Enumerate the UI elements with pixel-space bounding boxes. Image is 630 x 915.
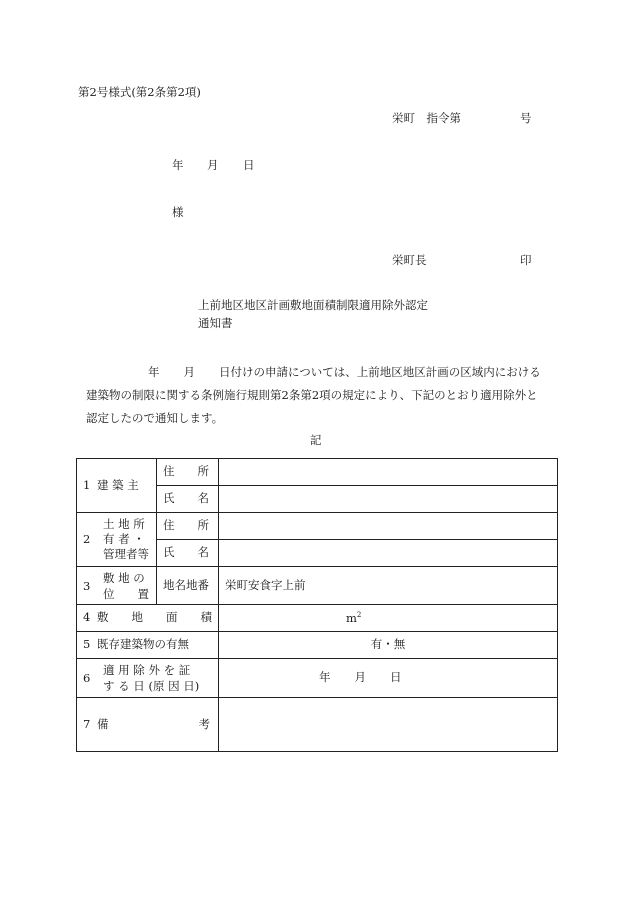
seal-mark: 印 xyxy=(520,253,532,267)
applicant-address-label: 住 所 xyxy=(157,459,219,486)
row-number: 3 xyxy=(83,578,91,593)
row-number: 6 xyxy=(83,671,91,685)
document-title-line2: 通知書 xyxy=(198,316,233,330)
doc-number-suffix: 号 xyxy=(520,111,532,125)
applicant-label: 建 築 主 xyxy=(97,477,139,492)
date-month: 月 xyxy=(207,158,219,172)
exemption-date-label-line1: 適 用 除 外 を 証 xyxy=(103,663,191,677)
applicant-name-label: 氏 名 xyxy=(157,486,219,513)
table-row xyxy=(77,567,558,605)
owner-label-line2-wrap xyxy=(83,532,156,547)
site-area-field[interactable] xyxy=(219,605,558,632)
exemption-date-label-lines xyxy=(97,662,199,694)
owner-label-cell xyxy=(77,513,157,567)
owner-name-label: 氏 名 xyxy=(157,540,219,567)
table-row xyxy=(77,632,558,659)
row-number: 4 xyxy=(83,610,91,625)
remarks-label xyxy=(83,716,218,731)
remarks-label-bi: 備 xyxy=(97,716,109,731)
area-unit-m: m xyxy=(346,610,357,625)
date-year: 年 xyxy=(172,158,184,172)
site-area-label: 敷 地 面 積 xyxy=(97,610,212,625)
table-row xyxy=(77,605,558,632)
owner-label-line1: 土 地 所 xyxy=(103,517,145,531)
remarks-field[interactable] xyxy=(219,698,558,752)
row-number: 5 xyxy=(83,637,91,652)
exemption-date-label-line2: す る 日 (原 因 日) xyxy=(103,679,200,693)
remarks-label-kou: 考 xyxy=(198,716,210,731)
owner-name-field[interactable] xyxy=(219,540,558,567)
addressee-sama: 様 xyxy=(172,205,184,219)
table-row xyxy=(77,659,558,698)
owner-label-line2: 有 者 ・ xyxy=(103,532,145,546)
existing-building-label: 既存建築物の有無 xyxy=(97,637,189,652)
table-row xyxy=(77,698,558,752)
existing-building-label-cell xyxy=(77,632,219,659)
body-line1-text: 日付けの申請については、上前地区地区計画の区域内における xyxy=(219,365,541,379)
notice-table xyxy=(76,458,558,752)
issuer-name: 栄町長 xyxy=(392,253,427,267)
area-unit-sup: 2 xyxy=(356,610,362,619)
applicant-label-cell xyxy=(77,459,157,513)
site-location-label-line1: 敷 地 の xyxy=(103,570,145,585)
site-location-label-cell xyxy=(77,567,157,605)
body-line-1 xyxy=(88,361,558,384)
exemption-date-day: 日 xyxy=(390,670,402,685)
table-row xyxy=(77,459,558,486)
lot-number-value[interactable]: 栄町安食字上前 xyxy=(219,567,558,605)
site-location-label-lines xyxy=(97,570,149,602)
exemption-date-label xyxy=(83,662,218,694)
site-location-label-line2: 位 置 xyxy=(103,586,149,601)
owner-address-label: 住 所 xyxy=(157,513,219,540)
site-area-label-cell xyxy=(77,605,219,632)
applicant-name-field[interactable] xyxy=(219,486,558,513)
applicant-address-field[interactable] xyxy=(219,459,558,486)
exemption-date-field[interactable] xyxy=(219,659,558,698)
existing-building-choice[interactable]: 有・無 xyxy=(219,632,558,659)
exemption-date-year: 年 xyxy=(319,670,331,685)
owner-label-line3: 管理者等 xyxy=(103,547,149,561)
body-year: 年 xyxy=(148,365,160,379)
remarks-label-cell xyxy=(77,698,219,752)
date-day: 日 xyxy=(243,158,255,172)
body-month: 月 xyxy=(183,365,195,379)
site-location-label xyxy=(83,570,156,602)
ki-heading: 記 xyxy=(310,433,322,447)
row-number: 2 xyxy=(83,532,91,546)
exemption-date-label-cell xyxy=(77,659,219,698)
exemption-date-month: 月 xyxy=(354,670,366,685)
row-number: 1 xyxy=(83,477,91,492)
form-number: 第2号様式(第2条第2項) xyxy=(78,85,201,99)
body-line-3: 認定したので通知します。 xyxy=(86,411,224,425)
document-title-line1: 上前地区地区計画敷地面積制限適用除外認定 xyxy=(198,298,428,312)
owner-address-field[interactable] xyxy=(219,513,558,540)
row-number: 7 xyxy=(83,716,91,731)
area-unit xyxy=(219,612,361,624)
remarks-label-left xyxy=(83,716,109,731)
body-line-2: 建築物の制限に関する条例施行規則第2条第2項の規定により、下記のとおり適用除外と xyxy=(86,388,538,402)
table-row xyxy=(77,513,558,540)
doc-number-prefix: 栄町 指令第 xyxy=(392,111,461,125)
body-paragraph xyxy=(88,361,558,430)
lot-number-label: 地名地番 xyxy=(157,567,219,605)
